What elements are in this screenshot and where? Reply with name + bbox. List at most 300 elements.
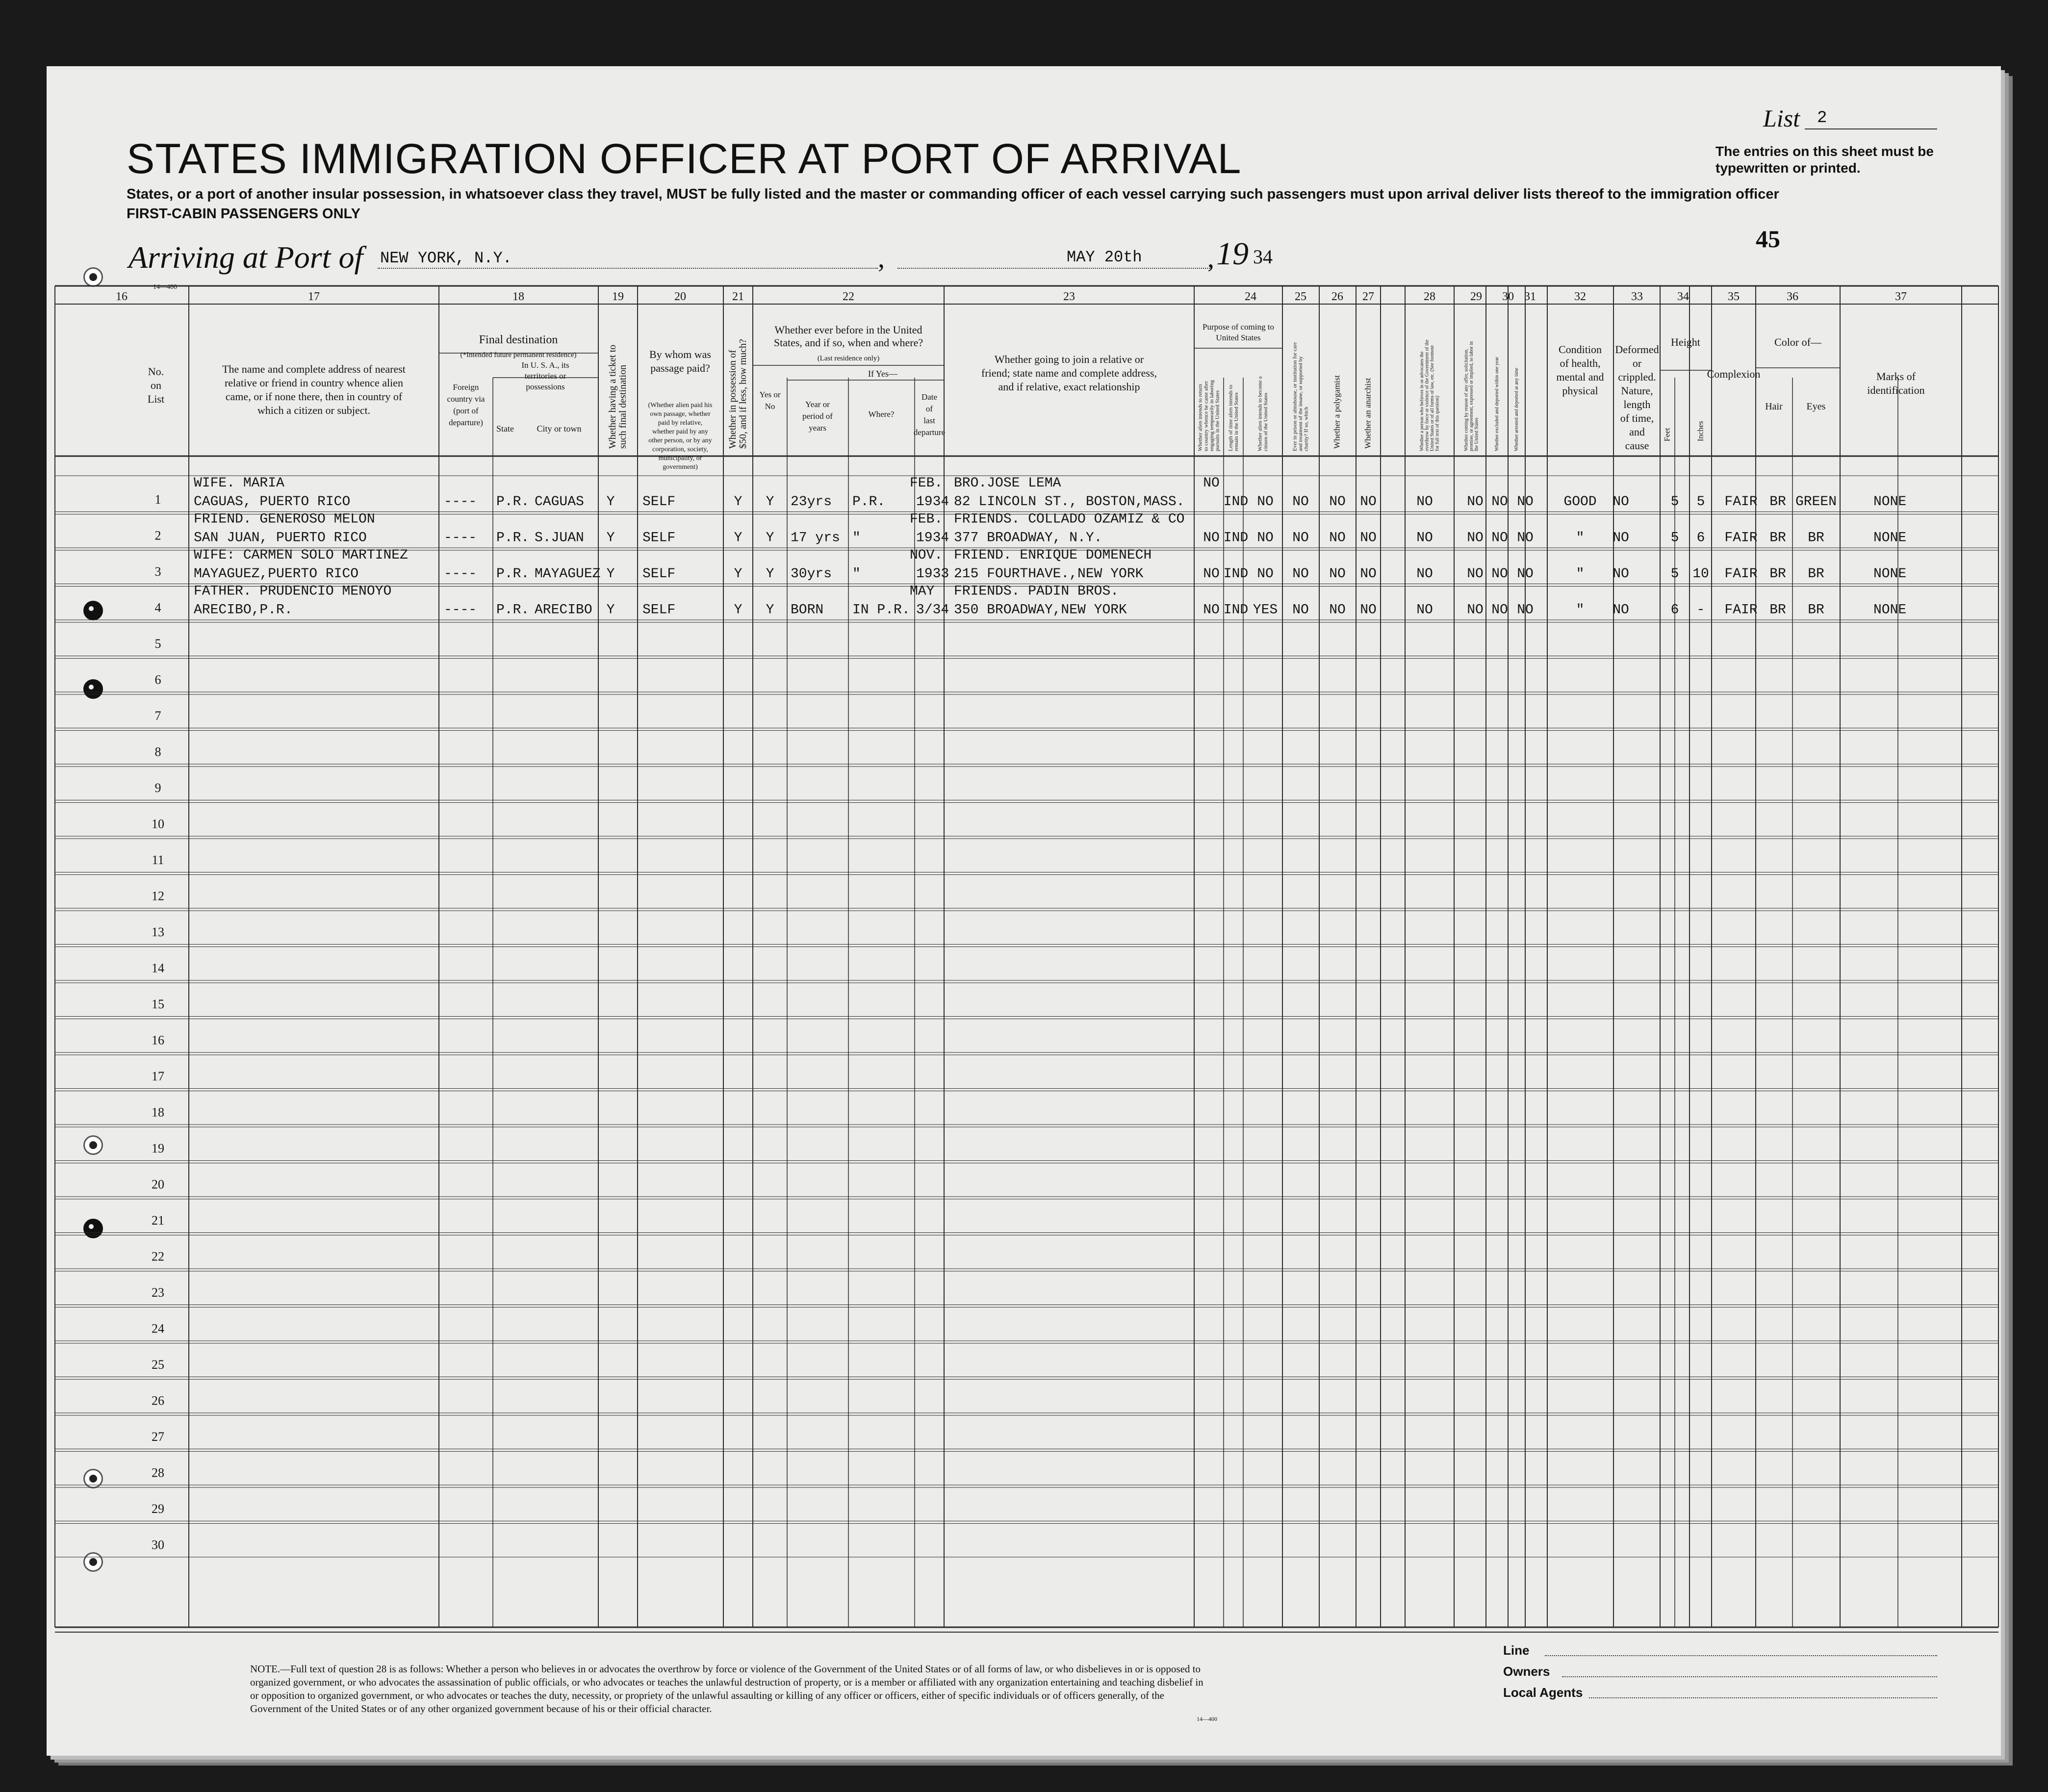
foreign-country: ---- (444, 602, 477, 618)
height-inches: 6 (1696, 530, 1705, 546)
header-overthrow: United States or of all forms of law, etc. (See footnote (1430, 345, 1435, 451)
arrival-year-suffix: 34 (1253, 246, 1273, 268)
ticket: Y (606, 602, 615, 618)
column-number-17: 17 (308, 290, 320, 303)
passage-paid-by: SELF (642, 566, 676, 582)
line-number: 24 (152, 1321, 164, 1336)
header-join-relative: Whether going to join a relative or (994, 353, 1144, 365)
header-deformed: cause (1625, 439, 1649, 452)
identification-marks: NONE (1873, 530, 1907, 546)
column-number-29: 29 (1470, 290, 1482, 303)
foreign-country: ---- (444, 530, 477, 546)
sheet-number: 45 (1756, 225, 1780, 253)
entries-note: The entries on this sheet must be typewritten or printed. (1715, 144, 1934, 176)
overthrow: NO (1416, 602, 1433, 618)
header-color: Color of— (1774, 336, 1821, 348)
arrival-date: MAY 20th (1067, 248, 1142, 266)
column-number-20: 20 (674, 290, 686, 303)
header-purpose-return: to country whence he came after (1203, 381, 1209, 451)
header-foreign-country: Foreign (453, 383, 479, 392)
header-deformed: Nature, (1621, 384, 1653, 397)
line-number: 10 (152, 817, 164, 831)
column-number-27: 27 (1362, 290, 1374, 303)
header-prison: and treatment of the insane, or supported by (1298, 356, 1304, 451)
height-feet: 5 (1670, 530, 1679, 546)
column-number-19: 19 (612, 290, 624, 303)
overthrow: NO (1416, 494, 1433, 510)
ticket: Y (606, 530, 615, 546)
agents-underline (1589, 1697, 1937, 1698)
passage-paid-by: SELF (642, 602, 676, 618)
header-relative-address: relative or friend in country whence alien (224, 377, 404, 389)
height-feet: 5 (1670, 566, 1679, 582)
header-if-yes: If Yes— (868, 369, 898, 379)
eye-color: BR (1808, 602, 1824, 618)
header-usa: In U. S. A., its (521, 360, 569, 370)
anarchist: NO (1360, 566, 1377, 582)
header-polygamist: Whether a polygamist (1332, 375, 1342, 449)
hair-color: BR (1769, 602, 1786, 618)
identification-marks: NONE (1873, 566, 1907, 582)
fifty-dollars: Y (734, 602, 742, 618)
complexion: FAIR (1724, 566, 1758, 582)
offer-to-labor: NO (1467, 566, 1484, 582)
prison: NO (1292, 494, 1309, 510)
header-last-departure: of (925, 404, 933, 413)
arrested: NO (1517, 530, 1534, 546)
ticket: Y (606, 566, 615, 582)
header-feet: Feet (1663, 428, 1672, 441)
prison: NO (1292, 530, 1309, 546)
polygamist: NO (1329, 602, 1346, 618)
line-number: 15 (152, 997, 164, 1011)
line-number: 27 (152, 1430, 164, 1444)
join-name: BRO.JOSE LEMA (954, 476, 1061, 491)
fifty-dollars: Y (734, 494, 742, 510)
header-purpose-citizen: Whether alien intends to become a (1257, 376, 1263, 451)
health: GOOD (1563, 494, 1597, 510)
header-state: State (496, 424, 514, 434)
local-agents-label: Local Agents (1503, 1685, 1583, 1700)
header-relative-address: The name and complete address of nearest (222, 363, 406, 375)
height-inches: 10 (1692, 566, 1709, 582)
return-intent: NO (1203, 476, 1220, 491)
passage-paid-by: SELF (642, 530, 676, 546)
header-passage-paid-note: paid by relative, (658, 419, 703, 427)
header-anarchist: Whether an anarchist (1363, 378, 1373, 449)
ever-before: Y (766, 494, 774, 510)
departure-month: FEB. (910, 512, 943, 527)
header-passage-paid: passage paid? (650, 362, 710, 374)
departure-month: NOV. (910, 548, 943, 563)
relative-name: WIFE: CARMEN SOLO MARTINEZ (194, 548, 408, 563)
line-number: 4 (154, 600, 161, 615)
column-number-25: 25 (1295, 290, 1306, 303)
column-number-21: 21 (732, 290, 744, 303)
deformed: NO (1613, 530, 1629, 546)
destination-city: ARECIBO (535, 602, 592, 618)
line-number: 1 (154, 492, 161, 507)
foreign-country: ---- (444, 566, 477, 582)
header-purpose-return: engaging temporarily in laboring (1208, 380, 1215, 451)
line-number: 2 (154, 528, 161, 543)
line-number: 25 (152, 1357, 164, 1372)
header-deformed: length (1623, 398, 1651, 410)
header-join-relative: and if relative, exact relationship (998, 381, 1140, 393)
excluded: NO (1491, 494, 1508, 510)
departure-year: 3/34 (916, 602, 949, 618)
column-number-33: 33 (1631, 290, 1643, 303)
relative-name: FRIEND. GENEROSO MELON (194, 512, 375, 527)
header-where: Where? (868, 410, 895, 419)
health: " (1576, 530, 1585, 546)
header-prison: charity? If so, which (1303, 407, 1309, 451)
header-offer: promise, or agreement, expressed or implied, to labor in (1468, 341, 1474, 451)
join-address: 350 BROADWAY,NEW YORK (954, 602, 1127, 618)
header-purpose-return: Whether alien intends to return (1197, 384, 1203, 451)
header-purpose-citizen: citizen of the United States (1262, 392, 1269, 451)
line-number: 3 (154, 564, 161, 579)
header-period: years (809, 423, 826, 433)
ticket: Y (606, 494, 615, 510)
citizen-intent: NO (1257, 494, 1274, 510)
length-of-stay: IND (1223, 602, 1249, 618)
header-complexion: Complexion (1707, 368, 1761, 380)
header-yes-no: Yes or (759, 390, 781, 399)
complexion: FAIR (1724, 602, 1758, 618)
header-passage-paid-note: corporation, society, (652, 446, 708, 453)
header-join-relative: friend; state name and complete address, (981, 367, 1157, 379)
relative-address: MAYAGUEZ,PUERTO RICO (194, 566, 359, 582)
footnote-question-28: NOTE.—Full text of question 28 is as follows: Whether a person who believes in or advocates the overthrow by force or violence of the Government of the United States or of all forms of law, or who disbelieves in or is opposed to organized government, or who advocates the assassination of public officials, or who advocates or teaches the unlawful destruction of property, or is a member or affiliated with any organization entertaining and teaching disbelief in or opposition to organized government, or who advocates or teaches the duty, necessity, or propriety of the unlawful assaulting or killing of any officer or officers, either of specific individuals or of officers generally, of the Government of the United States or of any other organized government because of his or their official character. (250, 1663, 1203, 1715)
relative-address: CAGUAS, PUERTO RICO (194, 494, 351, 510)
relative-address: ARECIBO,P.R. (194, 602, 293, 618)
eye-color: BR (1808, 566, 1824, 582)
complexion: FAIR (1724, 530, 1758, 546)
line-number: 14 (152, 961, 164, 975)
header-passage-paid-note: whether paid by any (652, 428, 708, 435)
header-foreign-country: country via (447, 394, 485, 404)
footer-form-number: 14—400 (1197, 1715, 1217, 1722)
header-no-on-list: on (151, 379, 161, 391)
line-number: 28 (152, 1465, 164, 1480)
owners-underline (1562, 1676, 1937, 1677)
header-offer: Whether coming by reason of any offer, solicitation, (1463, 348, 1469, 451)
arrival-port: NEW YORK, N.Y. (380, 249, 512, 267)
header-marks: identification (1867, 384, 1925, 396)
line-number: 9 (154, 781, 161, 795)
column-number-37: 37 (1895, 290, 1907, 303)
page-title: STATES IMMIGRATION OFFICER AT PORT OF ARRIVAL (127, 135, 1242, 182)
deformed: NO (1613, 602, 1629, 618)
column-number-18: 18 (512, 290, 524, 303)
departure-month: MAY (910, 584, 935, 599)
header-deformed: or (1632, 357, 1642, 369)
anarchist: NO (1360, 494, 1377, 510)
column-number-26: 26 (1331, 290, 1343, 303)
header-health: of health, (1560, 357, 1601, 369)
join-address: 377 BROADWAY, N.Y. (954, 530, 1102, 546)
header-arrested: Whether arrested and deported at any time (1513, 368, 1519, 451)
polygamist: NO (1329, 566, 1346, 582)
identification-marks: NONE (1873, 494, 1907, 510)
header-health: physical (1562, 384, 1598, 397)
eye-color: BR (1808, 530, 1824, 546)
header-health: Condition (1558, 343, 1602, 356)
header-overthrow: for full text of this question) (1434, 395, 1440, 451)
period-of-years: 17 yrs (791, 530, 840, 546)
line-number: 19 (152, 1141, 164, 1155)
height-inches: 5 (1696, 494, 1705, 510)
health: " (1576, 602, 1585, 618)
column-number-24: 24 (1245, 290, 1256, 303)
passage-paid-by: SELF (642, 494, 676, 510)
header-last-residence: (Last residence only) (817, 355, 880, 362)
period-of-years: 23yrs (791, 494, 832, 510)
header-usa: possessions (526, 382, 565, 391)
header-foreign-country: (port of (453, 406, 479, 415)
comma: , (1207, 243, 1214, 274)
header-purpose: United States (1216, 333, 1261, 342)
hair-color: BR (1769, 566, 1786, 582)
return-intent: NO (1203, 602, 1220, 618)
line-number: 7 (154, 709, 161, 723)
line-underline (1545, 1655, 1937, 1656)
relative-name: WIFE. MARIA (194, 476, 284, 491)
offer-to-labor: NO (1467, 494, 1484, 510)
header-foreign-country: departure) (449, 418, 483, 427)
header-purpose: Purpose of coming to (1203, 322, 1274, 332)
polygamist: NO (1329, 494, 1346, 510)
header-ticket: Whether having a ticket to (607, 344, 618, 449)
header-marks: Marks of (1876, 370, 1916, 383)
header-city: City or town (537, 424, 582, 434)
line-number: 8 (154, 744, 161, 759)
header-ticket: such final destination (617, 364, 628, 449)
header-overthrow: overthrow by force or violence of the Government of the (1424, 339, 1430, 451)
join-address: 215 FOURTHAVE.,NEW YORK (954, 566, 1144, 582)
height-inches: - (1696, 602, 1705, 618)
fifty-dollars: Y (734, 530, 742, 546)
owners-label: Owners (1503, 1664, 1550, 1679)
line-number: 12 (152, 889, 164, 903)
header-final-destination-note: (*Intended future permanent residence) (460, 351, 577, 359)
header-ever-before: Whether ever before in the United (774, 324, 922, 336)
header-fifty-dollars: $50, and if less, how much? (738, 339, 748, 449)
line-number: 20 (152, 1177, 164, 1192)
header-purpose-return: pursuits in the United States (1214, 390, 1221, 451)
departure-year: 1934 (916, 494, 949, 510)
return-intent: NO (1203, 566, 1220, 582)
citizen-intent: YES (1253, 602, 1278, 618)
anarchist: NO (1360, 602, 1377, 618)
destination-state: P.R. (496, 494, 530, 510)
complexion: FAIR (1724, 494, 1758, 510)
header-last-departure: last (923, 416, 935, 425)
fifty-dollars: Y (734, 566, 742, 582)
excluded: NO (1491, 566, 1508, 582)
arrested: NO (1517, 602, 1534, 618)
column-number-36: 36 (1787, 290, 1798, 303)
subtitle-line-2: FIRST-CABIN PASSENGERS ONLY (127, 206, 360, 222)
header-yes-no: No (765, 402, 775, 411)
header-passage-paid-note: (Whether alien paid his (648, 402, 713, 409)
length-of-stay: IND (1223, 566, 1249, 582)
header-deformed: of time, (1620, 412, 1654, 424)
column-number-32: 32 (1574, 290, 1586, 303)
header-prison: Ever in prison or almshouse, or institution for care (1292, 342, 1298, 451)
line-number: 26 (152, 1393, 164, 1408)
header-usa: territories or (524, 371, 566, 381)
line-number: 16 (152, 1033, 164, 1048)
header-passage-paid: By whom was (649, 348, 711, 360)
foreign-country: ---- (444, 494, 477, 510)
departure-month: FEB. (910, 476, 943, 491)
list-number: 2 (1817, 109, 1827, 128)
deformed: NO (1613, 566, 1629, 582)
subtitle-line-1: States, or a port of another insular possession, in whatsoever class they travel, MUST be fully listed and the master or commanding officer of each vessel carrying such passengers must upon arrival deliver lists thereof to the immigration officer (127, 186, 1779, 202)
excluded: NO (1491, 602, 1508, 618)
header-offer: the United States (1474, 417, 1480, 451)
relative-name: FATHER. PRUDENCIO MENOYO (194, 584, 392, 599)
line-number: 23 (152, 1285, 164, 1300)
where: IN P.R. (852, 602, 910, 618)
column-number-31: 31 (1524, 290, 1536, 303)
relative-address: SAN JUAN, PUERTO RICO (194, 530, 367, 546)
departure-year: 1933 (916, 566, 949, 582)
header-purpose-length: Length of time alien intends to (1228, 384, 1234, 451)
comma: , (878, 243, 885, 274)
ever-before: Y (766, 530, 774, 546)
header-height: Height (1671, 336, 1700, 348)
header-period: period of (802, 411, 833, 421)
citizen-intent: NO (1257, 530, 1274, 546)
prison: NO (1292, 602, 1309, 618)
header-passage-paid-note: government) (663, 463, 698, 471)
column-number-30: 30 (1502, 290, 1514, 303)
arrested: NO (1517, 494, 1534, 510)
eye-color: GREEN (1795, 494, 1837, 510)
header-eyes: Eyes (1806, 401, 1826, 412)
height-feet: 6 (1670, 602, 1679, 618)
header-deformed: crippled. (1618, 371, 1656, 383)
column-number-34: 34 (1677, 290, 1689, 303)
length-of-stay: IND (1223, 530, 1249, 546)
where: " (852, 566, 861, 582)
line-number: 17 (152, 1069, 164, 1083)
where: " (852, 530, 861, 546)
identification-marks: NONE (1873, 602, 1907, 618)
line-number: 11 (152, 853, 164, 867)
join-name: FRIENDS. PADIN BROS. (954, 584, 1119, 599)
header-last-departure: departure (913, 428, 946, 437)
header-purpose-length: remain in the United States (1233, 392, 1239, 451)
hair-color: BR (1769, 494, 1786, 510)
line-number: 22 (152, 1249, 164, 1264)
ever-before: Y (766, 602, 774, 618)
where: P.R. (852, 494, 886, 510)
column-number-28: 28 (1424, 290, 1435, 303)
header-fifty-dollars: Whether in possession of (727, 350, 738, 449)
overthrow: NO (1416, 566, 1433, 582)
join-name: FRIENDS. COLLADO OZAMIZ & CO (954, 512, 1185, 527)
height-feet: 5 (1670, 494, 1679, 510)
header-relative-address: which a citizen or subject. (257, 404, 371, 416)
offer-to-labor: NO (1467, 530, 1484, 546)
line-number: 13 (152, 925, 164, 939)
header-passage-paid-note: other person, or by any (648, 437, 712, 444)
form-number: 14—400 (153, 283, 177, 291)
destination-state: P.R. (496, 566, 530, 582)
destination-city: S.JUAN (535, 530, 584, 546)
line-number: 5 (154, 637, 161, 651)
join-name: FRIEND. ENRIQUE DOMENECH (954, 548, 1152, 563)
arriving-label: Arriving at Port of (128, 240, 363, 275)
header-health: mental and (1556, 371, 1604, 383)
header-inches: Inches (1696, 421, 1705, 441)
arrested: NO (1517, 566, 1534, 582)
header-hair: Hair (1765, 401, 1783, 412)
return-intent: NO (1203, 530, 1220, 546)
header-no-on-list: List (147, 393, 165, 405)
offer-to-labor: NO (1467, 602, 1484, 618)
line-number: 18 (152, 1105, 164, 1120)
header-passage-paid-note: own passage, whether (650, 410, 711, 418)
length-of-stay: IND (1223, 494, 1249, 510)
line-number: 30 (152, 1537, 164, 1552)
prison: NO (1292, 566, 1309, 582)
ever-before: Y (766, 566, 774, 582)
line-number: 6 (154, 672, 161, 687)
header-deformed: and (1629, 426, 1645, 438)
list-label: List (1763, 104, 1800, 132)
header-passage-paid-note: municipality, or (658, 455, 702, 462)
arrival-year-prefix: 19 (1216, 236, 1249, 272)
line-number: 21 (152, 1213, 164, 1228)
column-number-35: 35 (1728, 290, 1740, 303)
header-overthrow: Whether a person who believes in or advocates the (1419, 351, 1425, 451)
destination-city: MAYAGUEZ (535, 566, 601, 582)
header-no-on-list: No. (148, 365, 164, 378)
header-deformed: Deformed (1615, 343, 1659, 356)
column-number-16: 16 (116, 290, 128, 303)
hair-color: BR (1769, 530, 1786, 546)
column-number-22: 22 (843, 290, 854, 303)
column-number-23: 23 (1063, 290, 1075, 303)
header-final-destination: Final destination (479, 333, 558, 346)
destination-state: P.R. (496, 530, 530, 546)
excluded: NO (1491, 530, 1508, 546)
join-address: 82 LINCOLN ST., BOSTON,MASS. (954, 494, 1185, 510)
header-ever-before: States, and if so, when and where? (773, 336, 923, 349)
period-of-years: 30yrs (791, 566, 832, 582)
departure-year: 1934 (916, 530, 949, 546)
line-label: Line (1503, 1643, 1530, 1658)
overthrow: NO (1416, 530, 1433, 546)
period-of-years: BORN (791, 602, 824, 618)
header-period: Year or (805, 400, 830, 409)
header-relative-address: came, or if none there, then in country of (225, 390, 403, 403)
health: " (1576, 566, 1585, 582)
polygamist: NO (1329, 530, 1346, 546)
destination-city: CAGUAS (535, 494, 584, 510)
anarchist: NO (1360, 530, 1377, 546)
line-number: 29 (152, 1502, 164, 1516)
deformed: NO (1613, 494, 1629, 510)
header-last-departure: Date (921, 392, 938, 402)
header-excluded: Whether excluded and deported within one year (1494, 357, 1500, 451)
destination-state: P.R. (496, 602, 530, 618)
